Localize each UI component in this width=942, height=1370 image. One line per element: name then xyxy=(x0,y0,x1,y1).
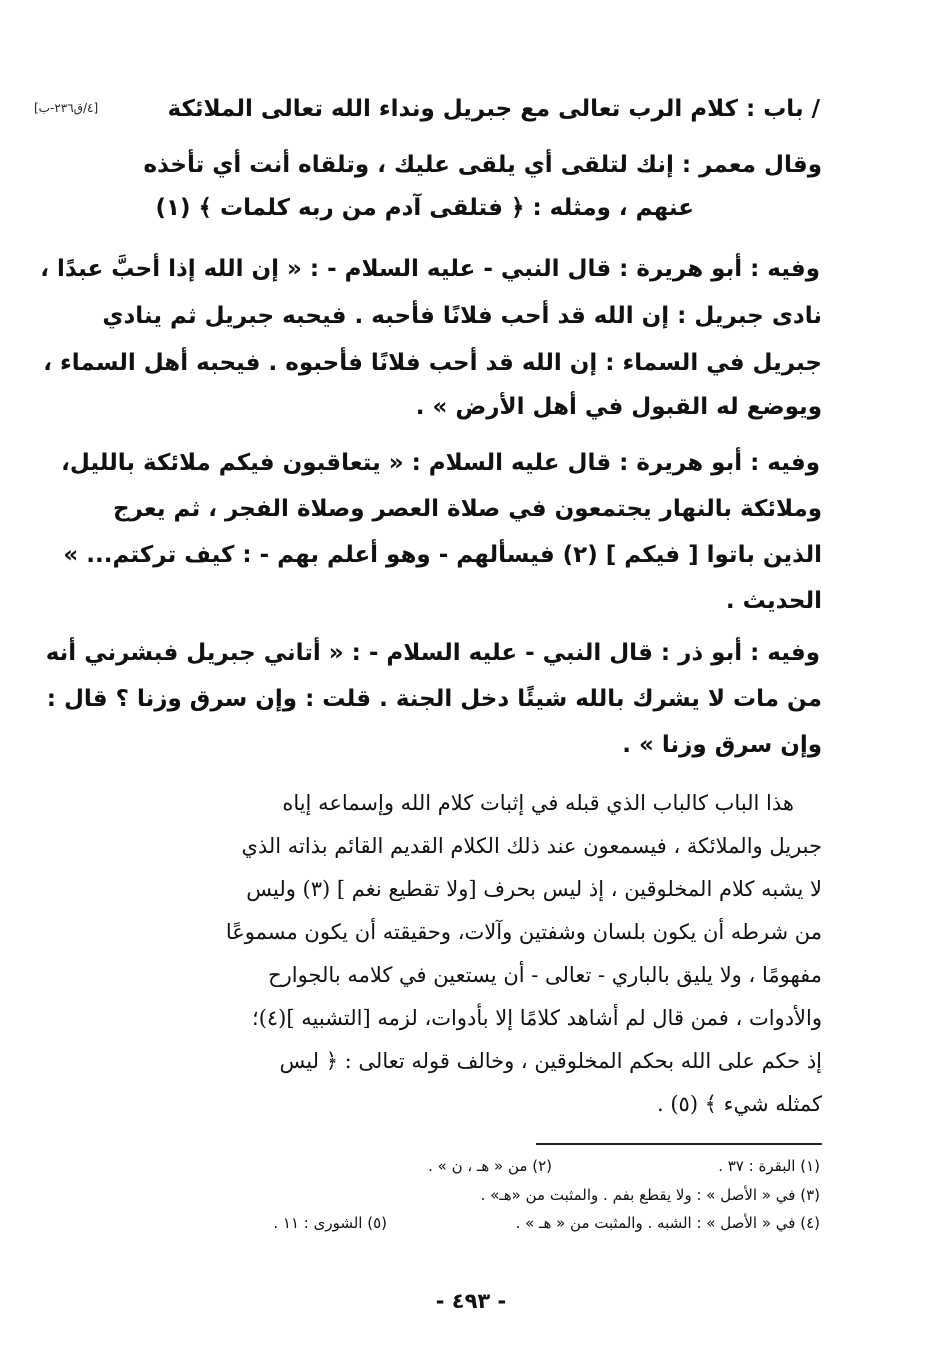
commentary-line-6: والأدوات ، فمن قال لم أشاهد كلامًا إلا بأدوات، لزمه [التشبيه ](٤)؛ xyxy=(252,1006,822,1030)
hadith3-line-2: من مات لا يشرك بالله شيئًا دخل الجنة . قلت : وإن سرق وزنا ؟ قال : xyxy=(46,686,822,712)
heading-line-3: عنهم ، ومثله : ﴿ فتلقى آدم من ربه كلمات ﴾ (١) xyxy=(155,195,694,221)
hadith3-line-3: وإن سرق وزنا » . xyxy=(622,732,822,758)
footnote-3: (٣) في « الأصل » : ولا يقطع بفم . والمثبت من «هـ» . xyxy=(480,1186,820,1204)
commentary-line-2: جبريل والملائكة ، فيسمعون عند ذلك الكلام القديم القائم بذاته الذي xyxy=(241,834,822,858)
footnote-5: (٥) الشورى : ١١ . xyxy=(273,1214,387,1232)
heading-line-2: وقال معمر : إنك لتلقى أي يلقى عليك ، وتلقاه أنت أي تأخذه xyxy=(143,152,822,178)
page-number: - ٤٩٣ - xyxy=(435,1289,507,1313)
footnote-2: (٢) من « هـ ، ن » . xyxy=(428,1157,552,1175)
commentary-line-7: إذ حكم على الله بحكم المخلوقين ، وخالف قوله تعالى : ﴿ ليس xyxy=(279,1049,822,1073)
chapter-heading: / باب : كلام الرب تعالى مع جبريل ونداء الله تعالى الملائكة xyxy=(167,96,820,122)
hadith2-line-2: وملائكة بالنهار يجتمعون في صلاة العصر وصلاة الفجر ، ثم يعرج xyxy=(113,496,822,522)
hadith2-line-4: الحديث . xyxy=(725,588,822,614)
hadith1-line-3: جبريل في السماء : إن الله قد أحب فلانًا فأحبوه . فيحبه أهل السماء ، xyxy=(43,350,822,376)
commentary-line-1: هذا الباب كالباب الذي قبله في إثبات كلام الله وإسماعه إياه xyxy=(282,791,794,815)
hadith2-line-3: الذين باتوا [ فيكم ] (٢) فيسألهم - وهو أعلم بهم - : كيف تركتم... » xyxy=(63,542,822,568)
hadith2-line-1: وفيه : أبو هريرة : قال عليه السلام : « يتعاقبون فيكم ملائكة بالليل، xyxy=(61,450,820,476)
hadith1-line-1: وفيه : أبو هريرة : قال النبي - عليه السلام - : « إن الله إذا أحبَّ عبدًا ، xyxy=(40,256,820,282)
commentary-line-3: لا يشبه كلام المخلوقين ، إذ ليس بحرف [ولا تقطيع نغم ] (٣) وليس xyxy=(246,877,822,901)
commentary-line-8: كمثله شيء ﴾ (٥) . xyxy=(656,1092,822,1116)
hadith1-line-2: نادى جبريل : إن الله قد أحب فلانًا فأحبه . فيحبه جبريل ثم ينادي xyxy=(102,303,822,329)
hadith3-line-1: وفيه : أبو ذر : قال النبي - عليه السلام - : « أتاني جبريل فبشرني أنه xyxy=(45,640,820,666)
commentary-line-5: مفهومًا ، ولا يليق بالباري - تعالى - أن يستعين في كلامه بالجوارح xyxy=(268,963,822,987)
footnote-4: (٤) في « الأصل » : الشبه . والمثبت من « هـ » . xyxy=(515,1214,820,1232)
manuscript-folio-reference: [٤/ق٢٣٦-ب] xyxy=(34,101,99,115)
commentary-line-4: من شرطه أن يكون بلسان وشفتين وآلات، وحقيقته أن يكون مسموعًا xyxy=(225,920,822,944)
hadith1-line-4: ويوضع له القبول في أهل الأرض » . xyxy=(415,394,822,420)
footnote-separator xyxy=(536,1143,822,1145)
footnote-1: (١) البقرة : ٣٧ . xyxy=(718,1157,820,1175)
